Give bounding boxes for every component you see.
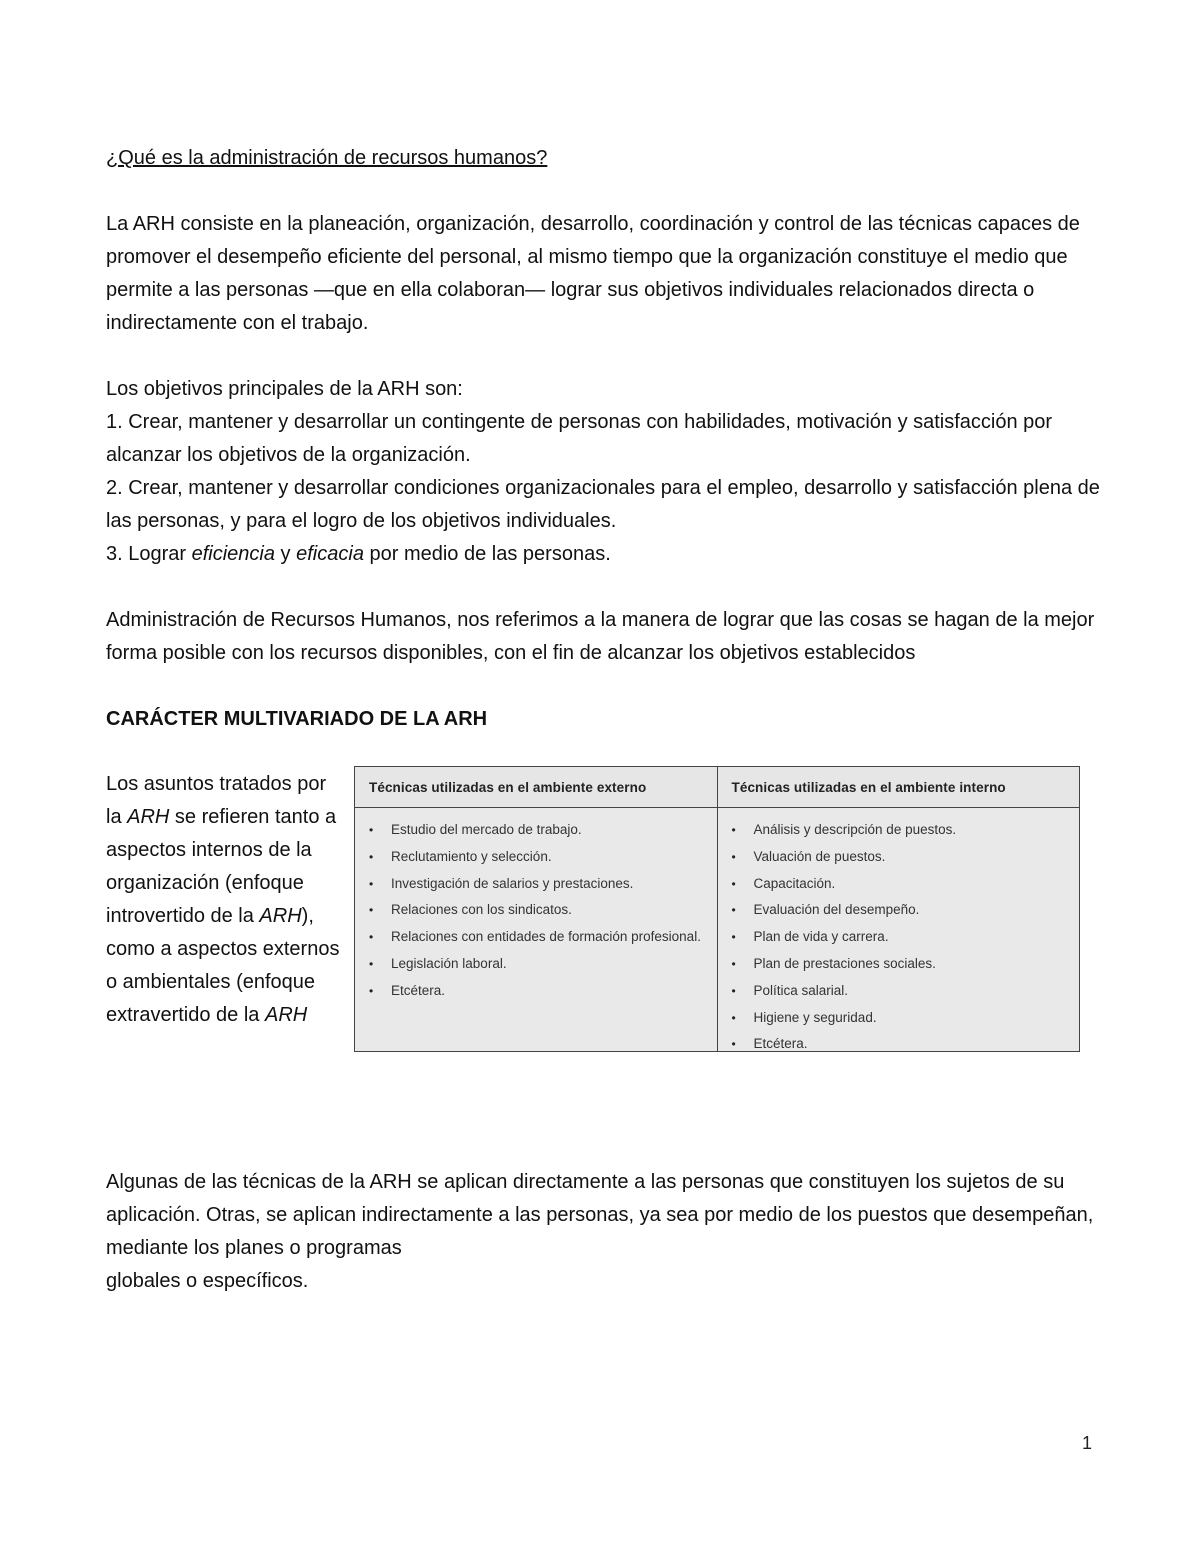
internal-item-text: Etcétera.: [753, 1036, 808, 1052]
internal-item: [732, 844, 1080, 871]
objective-item-3-part: y: [275, 543, 297, 565]
objective-item-3: [106, 538, 1106, 571]
objective-item-3-part: por medio de las personas.: [363, 543, 611, 565]
arh-term: ARH: [127, 806, 170, 828]
internal-techniques-column: [717, 767, 1080, 1051]
page-number: 1: [1082, 1433, 1093, 1453]
bullet-icon: •: [369, 823, 374, 837]
page-title: ¿Qué es la administración de recursos humanos?: [106, 147, 548, 169]
section-heading: CARÁCTER MULTIVARIADO DE LA ARH: [106, 708, 488, 730]
efficacy-term: eficacia: [296, 543, 364, 565]
bullet-icon: •: [731, 823, 736, 837]
internal-item-text: Higiene y seguridad.: [753, 1009, 877, 1025]
internal-item: [732, 871, 1080, 898]
internal-item-text: Política salarial.: [753, 982, 849, 998]
bullet-icon: •: [369, 956, 374, 971]
arh-term: ARH: [259, 905, 302, 927]
internal-item-text: Evaluación del desempeño.: [753, 902, 920, 918]
internal-item-text: Valuación de puestos.: [753, 848, 886, 864]
internal-item-text: Plan de prestaciones sociales.: [753, 955, 936, 971]
objective-item-2: 2. Crear, mantener y desarrollar condiciones organizacionales para el empleo, desarrollo y satisfacción plena de las personas, y para el logro de los objetivos individuales.: [106, 477, 1100, 532]
internal-techniques-header: Técnicas utilizadas en el ambiente interno: [718, 767, 1080, 808]
external-item: [369, 897, 717, 924]
internal-item: [732, 1031, 1080, 1058]
bullet-icon: •: [731, 930, 736, 945]
arh-term: ARH: [264, 1004, 308, 1026]
bullet-icon: •: [369, 903, 374, 918]
side-text-part: se refieren tanto a aspectos internos de la organización (enfoque introvertido de la: [106, 806, 337, 927]
internal-item-text: Capacitación.: [753, 875, 836, 891]
bullet-icon: •: [369, 849, 374, 864]
internal-item: [732, 897, 1080, 924]
arh-paragraph: Administración de Recursos Humanos, nos referimos a la manera de lograr que las cosas se hagan de la mejor forma posible con los recursos disponibles, con el fin de alcanzar los objetivos establecidos: [106, 609, 1095, 664]
external-item: [369, 871, 717, 898]
objective-item-3-part: 3. Lograr: [106, 543, 192, 565]
bullet-icon: •: [731, 849, 736, 864]
closing-line-1: Algunas de las técnicas de la ARH se aplican directamente a las personas que constituyen los sujetos de su aplicación. Otras, se aplican indirectamente a las personas, ya sea por medio de los puestos que desempeñan, mediante los planes o programas: [106, 1171, 1094, 1259]
bullet-icon: •: [731, 903, 736, 918]
external-techniques-header: Técnicas utilizadas en el ambiente externo: [355, 767, 717, 808]
objectives-intro: Los objetivos principales de la ARH son:: [106, 378, 463, 400]
internal-techniques-list: [718, 808, 1080, 1058]
closing-line-2: globales o específicos.: [106, 1270, 309, 1292]
external-item: [369, 978, 717, 1005]
internal-item: [732, 1005, 1080, 1032]
efficiency-term: eficiencia: [191, 543, 275, 565]
external-item-text: Reclutamiento y selección.: [391, 848, 552, 864]
bullet-icon: •: [731, 876, 736, 891]
internal-item: [732, 924, 1080, 951]
internal-item: [732, 978, 1080, 1005]
closing-paragraph: [106, 1166, 1106, 1298]
definition-paragraph: La ARH consiste en la planeación, organización, desarrollo, coordinación y control de las técnicas capaces de promover el desempeño eficiente del personal, al mismo tiempo que la organización constituye el medio que permite a las personas —que en ella colaboran— lograr sus objetivos individuales relacionados directa o indirectamente con el trabajo.: [106, 213, 1080, 334]
bullet-icon: •: [731, 956, 736, 971]
techniques-table: [354, 766, 1080, 1052]
bullet-icon: •: [731, 983, 736, 998]
bullet-icon: •: [369, 876, 374, 891]
external-item-text: Legislación laboral.: [391, 955, 507, 971]
internal-item: [732, 951, 1080, 978]
external-item-text: Investigación de salarios y prestaciones.: [391, 875, 634, 891]
external-item-text: Etcétera.: [391, 982, 446, 998]
internal-item-text: Plan de vida y carrera.: [753, 929, 889, 945]
side-text-part: ), como a aspectos externos o ambientales (enfoque extravertido de la: [106, 905, 340, 1026]
external-item: [369, 924, 717, 951]
bullet-icon: •: [731, 1037, 736, 1052]
bullet-icon: •: [369, 983, 374, 998]
external-item-text: Relaciones con entidades de formación profesional.: [391, 929, 701, 945]
bullet-icon: •: [731, 1010, 736, 1025]
external-item-text: Estudio del mercado de trabajo.: [391, 822, 582, 837]
internal-item: [732, 817, 1080, 844]
internal-item-text: Análisis y descripción de puestos.: [753, 822, 957, 837]
bullet-icon: •: [369, 930, 374, 945]
external-techniques-column: [355, 767, 717, 1051]
external-item: [369, 951, 717, 978]
external-techniques-list: [355, 808, 717, 1005]
side-text-part: Los asuntos tratados por la: [106, 773, 327, 828]
external-item-text: Relaciones con los sindicatos.: [391, 902, 572, 918]
side-text: [106, 768, 342, 1032]
external-item: [369, 817, 717, 844]
external-item: [369, 844, 717, 871]
objective-item-1: 1. Crear, mantener y desarrollar un contingente de personas con habilidades, motivación y satisfacción por alcanzar los objetivos de la organización.: [106, 411, 1053, 466]
objectives-block: [106, 373, 1106, 571]
